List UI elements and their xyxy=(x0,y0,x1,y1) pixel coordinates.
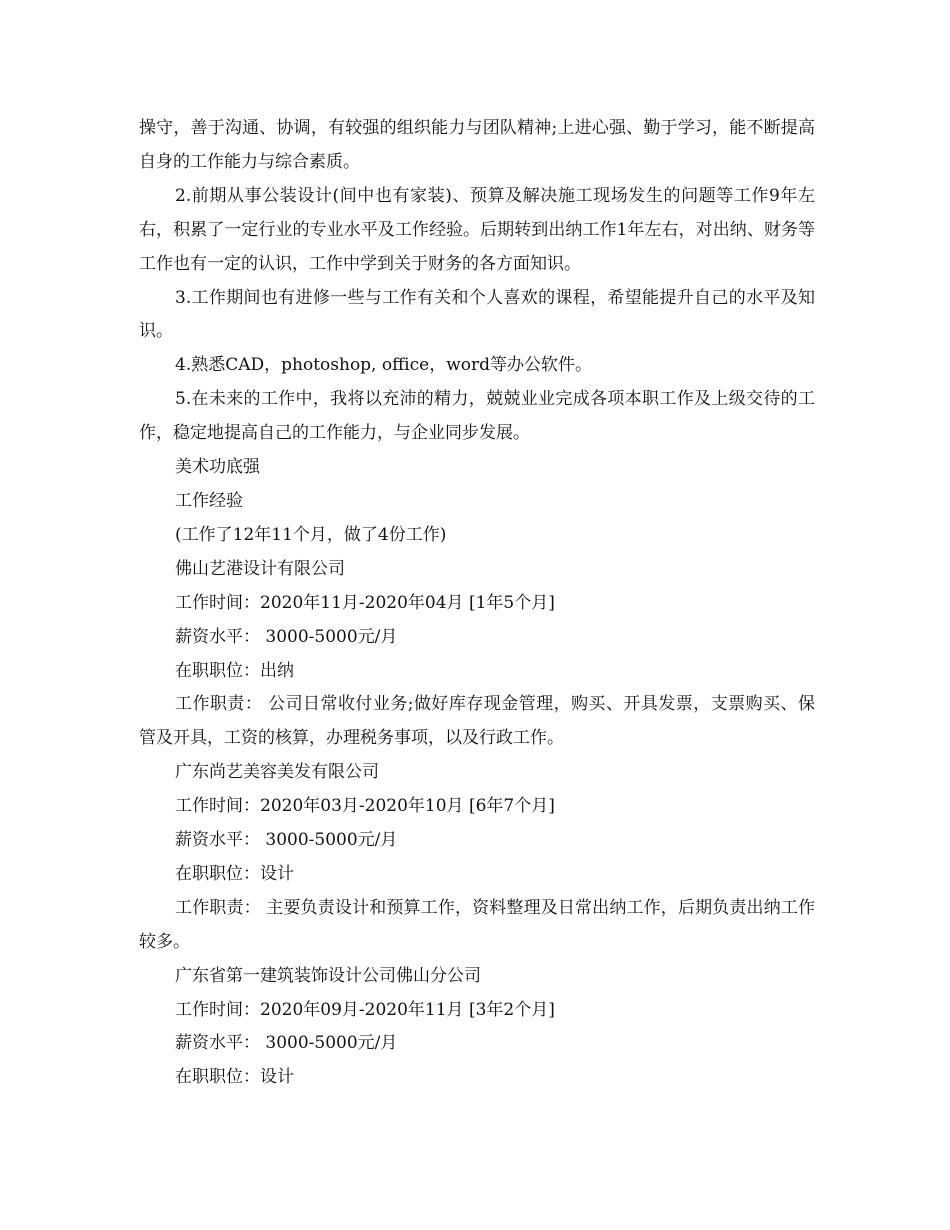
paragraph: 工作职责： 公司日常收付业务;做好库存现金管理，购买、开具发票，支票购买、保管及开具，工资的核算，办理税务事项，以及行政工作。 xyxy=(139,694,815,749)
paragraph: 在职职位：出纳 xyxy=(175,660,294,681)
paragraph: 工作职责： 主要负责设计和预算工作，资料整理及日常出纳工作，后期负责出纳工作较多。 xyxy=(139,897,815,952)
paragraph: 薪资水平： 3000-5000元/月 xyxy=(175,626,398,647)
paragraph: 广东省第一建筑装饰设计公司佛山分公司 xyxy=(175,965,481,986)
paragraph: 薪资水平： 3000-5000元/月 xyxy=(175,830,398,851)
paragraph: 在职职位：设计 xyxy=(175,863,294,884)
paragraph: 薪资水平： 3000-5000元/月 xyxy=(175,1033,398,1054)
paragraph: 3.工作期间也有进修一些与工作有关和个人喜欢的课程，希望能提升自己的水平及知识。 xyxy=(139,287,815,342)
paragraph: 广东尚艺美容美发有限公司 xyxy=(175,762,379,783)
document-page xyxy=(139,112,815,1095)
paragraph: 5.在未来的工作中，我将以充沛的精力，兢兢业业完成各项本职工作及上级交待的工作，稳定地提高自己的工作能力，与企业同步发展。 xyxy=(139,389,815,444)
paragraph: (工作了12年11个月，做了4份工作) xyxy=(175,524,447,545)
paragraph: 工作时间：2020年03月-2020年10月 [6年7个月] xyxy=(175,796,555,817)
paragraph: 美术功底强 xyxy=(175,457,260,478)
paragraph: 2.前期从事公装设计(间中也有家装)、预算及解决施工现场发生的问题等工作9年左右，积累了一定行业的专业水平及工作经验。后期转到出纳工作1年左右，对出纳、财务等工作也有一定的认识，工作中学到关于财务的各方面知识。 xyxy=(139,185,815,274)
paragraph: 工作时间：2020年11月-2020年04月 [1年5个月] xyxy=(175,592,555,613)
paragraph: 操守，善于沟通、协调，有较强的组织能力与团队精神;上进心强、勤于学习，能不断提高自身的工作能力与综合素质。 xyxy=(139,118,815,172)
paragraph: 4.熟悉CAD，photoshop, office，word等办公软件。 xyxy=(175,355,592,376)
paragraph: 佛山艺港设计有限公司 xyxy=(175,558,345,579)
paragraph: 工作时间：2020年09月-2020年11月 [3年2个月] xyxy=(175,999,555,1020)
paragraph: 在职职位：设计 xyxy=(175,1067,294,1088)
paragraph: 工作经验 xyxy=(175,490,243,511)
